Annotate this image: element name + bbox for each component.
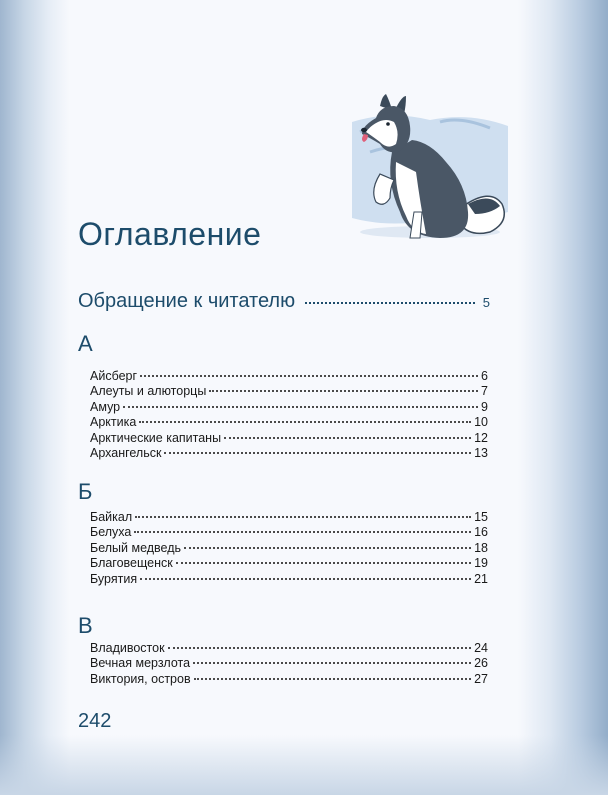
dot-leader (140, 578, 471, 580)
toc-entry[interactable] (90, 541, 488, 556)
toc-entry-label: Виктория, остров (90, 671, 191, 686)
toc-entry-label: Владивосток (90, 641, 165, 655)
dot-leader (305, 302, 475, 304)
toc-entry[interactable] (90, 431, 488, 446)
toc-entry-page: 15 (474, 510, 488, 524)
frost-border-left (0, 0, 70, 795)
toc-entry-label: Бурятия (90, 571, 138, 586)
dot-leader (164, 452, 471, 454)
toc-intro-label: Обращение к читателю (78, 290, 296, 312)
toc-entry-page: 12 (474, 430, 488, 445)
toc-entry-label: Архангельск (90, 445, 162, 460)
toc-entry[interactable] (90, 510, 488, 525)
toc-entry-label: Арктика (90, 415, 137, 430)
dot-leader (209, 390, 478, 392)
toc-section-a (90, 369, 488, 461)
toc-entry-label: Айсберг (90, 369, 138, 383)
toc-entry-page: 10 (474, 415, 488, 430)
dot-leader (194, 678, 472, 680)
toc-entry-page: 26 (474, 656, 488, 671)
toc-entry-page: 18 (474, 540, 488, 555)
dot-leader (184, 547, 471, 549)
toc-entry-label: Алеуты и алюторцы (90, 384, 207, 399)
dot-leader (193, 662, 471, 664)
toc-entry-page: 13 (474, 445, 488, 460)
toc-entry[interactable] (90, 525, 488, 540)
frost-border-right (518, 0, 608, 795)
toc-entry[interactable] (90, 384, 488, 399)
toc-entry[interactable] (90, 672, 488, 687)
dot-leader (135, 516, 471, 518)
toc-entry-label: Белуха (90, 525, 132, 540)
toc-entry[interactable] (90, 641, 488, 656)
toc-entry-page: 21 (474, 571, 488, 586)
toc-entry-label: Благовещенск (90, 556, 173, 571)
dot-leader (139, 421, 471, 423)
toc-entry-label: Арктические капитаны (90, 430, 222, 445)
toc-entry-page: 27 (474, 671, 488, 686)
toc-entry[interactable] (90, 572, 488, 587)
toc-entry-label: Вечная мерзлота (90, 656, 191, 671)
toc-intro-entry[interactable] (78, 290, 490, 313)
section-letter: Б (78, 479, 93, 504)
toc-entry-page: 19 (474, 556, 488, 571)
toc-entry-label: Амур (90, 399, 121, 414)
toc-entry-page: 24 (474, 641, 488, 655)
dot-leader (140, 375, 478, 377)
toc-entry-page: 7 (481, 384, 488, 399)
dot-leader (123, 406, 478, 408)
toc-entry[interactable] (90, 656, 488, 671)
toc-entry-label: Байкал (90, 510, 133, 524)
dot-leader (168, 647, 472, 649)
dot-leader (224, 437, 471, 439)
toc-entry[interactable] (90, 446, 488, 461)
toc-section-v (90, 641, 488, 687)
section-letter: В (78, 613, 93, 638)
page-number: 242 (78, 710, 112, 732)
section-letter: А (78, 331, 93, 356)
toc-intro-page: 5 (482, 295, 490, 310)
toc-entry-page: 6 (481, 369, 488, 383)
husky-dog-illustration (350, 92, 510, 242)
page-title: Оглавление (78, 216, 262, 252)
frost-border-bottom (0, 735, 608, 795)
toc-section-b (90, 510, 488, 587)
toc-entry[interactable] (90, 415, 488, 430)
toc-entry[interactable] (90, 556, 488, 571)
dot-leader (176, 562, 471, 564)
toc-entry[interactable] (90, 369, 488, 384)
dot-leader (134, 531, 471, 533)
toc-entry-page: 16 (474, 525, 488, 540)
toc-entry-label: Белый медведь (90, 540, 182, 555)
toc-entry[interactable] (90, 400, 488, 415)
toc-entry-page: 9 (481, 399, 488, 414)
